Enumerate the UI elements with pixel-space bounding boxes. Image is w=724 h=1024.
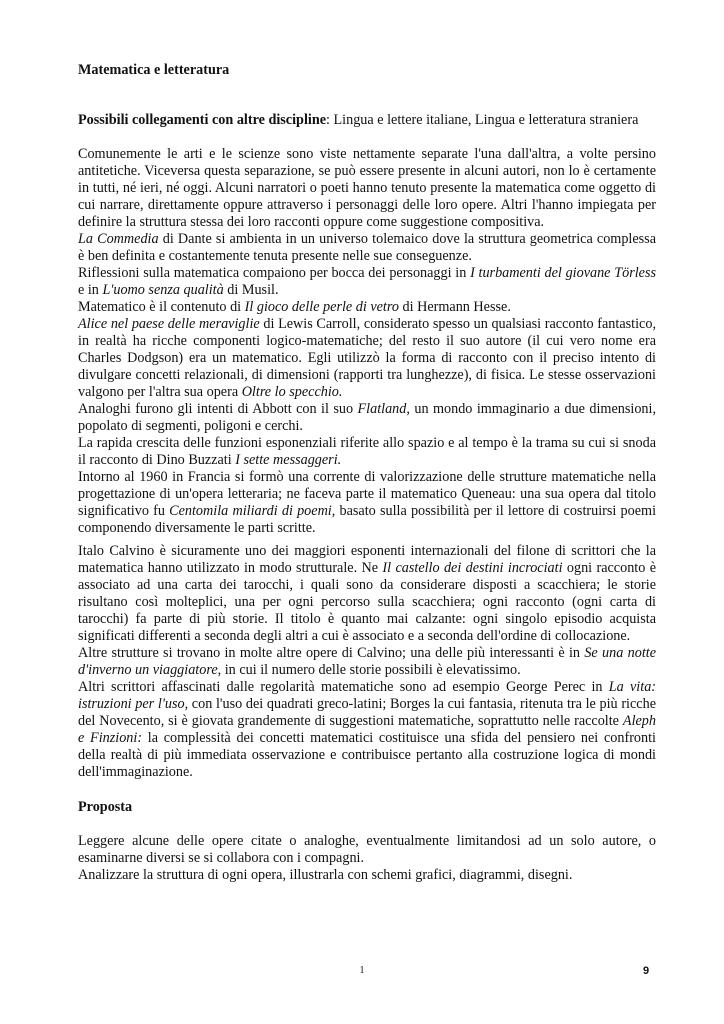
text-run: La rapida crescita delle funzioni esponenziali riferite allo spazio e al tempo è la trama su cui si snoda il racconto di Dino Buzzati xyxy=(78,435,656,468)
paragraph-calvino-other xyxy=(78,645,656,679)
text-run: un mondo immaginario a due dimensioni, popolato di segmenti, poligoni e cerchi. xyxy=(78,401,656,434)
work-title: Alice nel paese delle meraviglie xyxy=(78,316,260,332)
work-title: Flatland, xyxy=(357,401,410,417)
text-run: Riflessioni sulla matematica compaiono per bocca dei personaggi in xyxy=(78,265,471,281)
disciplines-list: : Lingua e lettere italiane, Lingua e letteratura straniera xyxy=(326,112,639,128)
disciplines-label: Possibili collegamenti con altre discipline xyxy=(78,112,327,128)
disciplines-line xyxy=(78,112,656,129)
paragraph-carroll xyxy=(78,316,656,401)
text-run: basato sulla possibilità per il lettore di costruirsi poemi componendo diversamente le parti scritte. xyxy=(78,503,657,536)
text-run: e in xyxy=(78,282,103,298)
work-title: I sette messaggeri. xyxy=(235,452,342,468)
work-title: La Commedia xyxy=(78,231,159,247)
paragraph-musil xyxy=(78,265,656,299)
paragraph-dante xyxy=(78,231,656,265)
text-run: Altre strutture si trovano in molte altre opere di Calvino; una delle più interessanti è in xyxy=(78,645,585,661)
paragraph-intro: Comunemente le arti e le scienze sono viste nettamente separate l'una dall'altra, a volte persino antitetiche. Viceversa questa separazione, se può essere presente in alcuni autori, non lo è certamente in tutti, né ieri, né oggi. Alcuni narratori o poeti hanno tenuto presente la matematica come oggetto di cui narrare, direttamente oppure attraverso i personaggi delle loro opere. Altri l'hanno impiegata per definire la struttura stessa dei loro racconti oppure come suggestione compositiva. xyxy=(78,146,656,230)
text-run: Intorno al 1960 in Francia si formò una corrente di valorizzazione delle strutture matematiche nella progettazione di un'opera letteraria; ne faceva parte il matematico Queneau: una sua opera dal titolo significativo fu xyxy=(78,469,656,519)
text-run: di Musil. xyxy=(223,282,279,298)
paragraph-hesse xyxy=(78,299,656,316)
paragraph-calvino xyxy=(78,543,656,645)
text-run: Altri scrittori affascinati dalle regolarità matematiche sono ad esempio George Perec in xyxy=(78,679,609,695)
work-title: Centomila miliardi di poemi, xyxy=(169,503,336,519)
proposal-line-2: Analizzare la struttura di ogni opera, illustrarla con schemi grafici, diagrammi, disegni. xyxy=(78,867,573,883)
work-title: I turbamenti del giovane Törless xyxy=(470,265,656,281)
text-run: ogni racconto è associato ad una carta dei tarocchi, i quali sono da considerare disposti a scacchiera; le storie risultano così molteplici, una per ogni percorso sulla scacchiera; ogni racconto (ogni carta di tarocchi) fa parte di più storie. Il titolo è quanto mai calzante: ogni singolo episodio acquista significati differenti a seconda degli altri a cui è associato e a seconda dell'ordine di collocazione. xyxy=(78,560,656,644)
work-title: L'uomo senza qualità xyxy=(102,282,224,298)
text-run: di Dante si ambienta in un universo tolemaico dove la struttura geometrica complessa è ben definita e costantemente tenuta presente nelle sue conseguenze. xyxy=(78,231,657,264)
text-run: di Lewis Carroll, considerato spesso un qualsiasi racconto fantastico, in realtà ha ricche componenti logico-matematiche; del resto il suo autore (il cui vero nome era Charles Dodgson) era un matematico. Egli utilizzò la forma di racconto con il preciso intento di divulgare concetti relazionali, di dimensioni (rapporti tra lunghezze), di fisica. Le stesse osservazioni valgono per l'altra sua opera xyxy=(78,316,656,400)
text-run: con l'uso dei quadrati greco-latini; Borges la cui fantasia, ritenuta tra le più ricche del Novecento, si è giovata grandemente di suggestioni matematiche, soprattutto nelle raccolte xyxy=(78,696,656,729)
work-title: Il gioco delle perle di vetro xyxy=(244,299,399,315)
paragraph-queneau xyxy=(78,469,656,537)
document-page xyxy=(78,62,656,884)
paragraph-buzzati xyxy=(78,435,656,469)
text-run: Matematico è il contenuto di xyxy=(78,299,245,315)
footer-mark: 9 xyxy=(643,965,650,977)
work-title: Oltre lo specchio. xyxy=(241,384,343,400)
text-run: Analoghi furono gli intenti di Abbott con il suo xyxy=(78,401,358,417)
paragraph-perec-borges xyxy=(78,679,656,781)
text-run: in cui il numero delle storie possibili è elevatissimo. xyxy=(221,662,521,678)
work-title: Se una notte d'inverno un viaggiatore, xyxy=(78,645,656,678)
work-title: La vita: istruzioni per l'uso, xyxy=(78,679,657,712)
paragraph-abbott xyxy=(78,401,656,435)
proposal-line-1: Leggere alcune delle opere citate o analoghe, eventualmente limitandosi ad un solo autore, o esaminarne diversi se si collabora con i compagni. xyxy=(78,833,656,866)
text-run: la complessità dei concetti matematici costituisce una sfida del pensiero nei confronti della realtà di più immediata osservazione e contribuisce pertanto alla costruzione logica di mondi dell'immaginazione. xyxy=(78,730,656,780)
section-heading-proposta: Proposta xyxy=(78,799,133,815)
work-title: Aleph e Finzioni: xyxy=(78,713,656,746)
text-run: di Hermann Hesse. xyxy=(398,299,511,315)
text-run: Italo Calvino è sicuramente uno dei maggiori esponenti internazionali del filone di scrittori che la matematica hanno utilizzato in modo strutturale. Ne xyxy=(78,543,656,576)
document-title: Matematica e letteratura xyxy=(78,62,230,78)
work-title: Il castello dei destini incrociati xyxy=(382,560,563,576)
page-number: 1 xyxy=(359,965,365,976)
